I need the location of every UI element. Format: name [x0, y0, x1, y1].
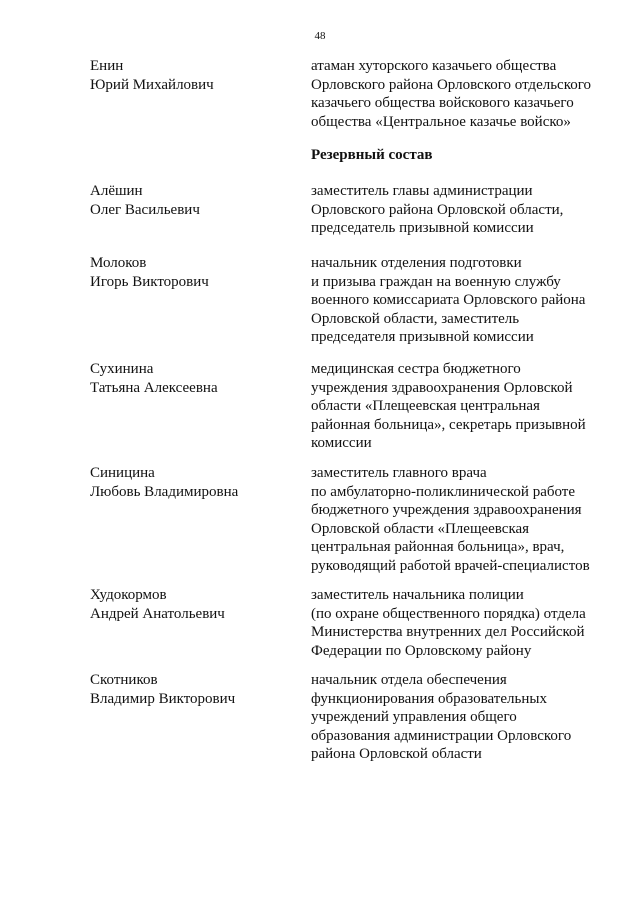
role-line: общества «Центральное казачье войско»	[311, 113, 571, 130]
role-line: области «Плещеевская центральная	[311, 398, 540, 414]
role-line: комиссии	[311, 435, 372, 451]
member-role	[311, 254, 611, 347]
role-line: учреждения здравоохранения Орловской	[311, 379, 573, 396]
section-heading-reserve: Резервный состав	[311, 147, 433, 163]
member-name	[90, 254, 290, 291]
member-given-names: Игорь Викторович	[90, 273, 209, 290]
role-line: заместитель начальника полиции	[311, 587, 524, 603]
member-given-names: Владимир Викторович	[90, 690, 236, 707]
member-role	[311, 360, 611, 453]
member-name	[90, 182, 290, 219]
member-surname: Алёшин	[90, 183, 143, 199]
role-line: по амбулаторно-поликлинической работе	[311, 483, 576, 500]
member-surname: Синицина	[90, 465, 155, 481]
role-line: центральная районная больница», врач,	[311, 539, 565, 555]
role-line: Орловской области, заместитель	[311, 310, 520, 327]
member-name	[90, 360, 290, 397]
role-line: функционирования образовательных	[311, 690, 547, 707]
role-line: Орловского района Орловского отдельского	[311, 76, 592, 93]
member-given-names: Юрий Михайлович	[90, 76, 214, 93]
member-surname: Скотников	[90, 672, 158, 688]
role-line: руководящий работой врачей-специалистов	[311, 557, 590, 574]
member-name	[90, 464, 290, 501]
member-surname: Худокормов	[90, 587, 167, 603]
role-line: Федерации по Орловскому району	[311, 642, 532, 659]
member-surname: Сухинина	[90, 361, 154, 377]
role-line: образования администрации Орловского	[311, 727, 572, 744]
role-line: военного комиссариата Орловского района	[311, 292, 586, 308]
member-name	[90, 57, 290, 94]
member-role	[311, 671, 611, 764]
member-given-names: Олег Васильевич	[90, 201, 200, 218]
role-line: председателя призывной комиссии	[311, 329, 534, 345]
role-line: начальник отделения подготовки	[311, 255, 522, 271]
member-given-names: Андрей Анатольевич	[90, 605, 225, 622]
member-given-names: Любовь Владимировна	[90, 483, 239, 500]
member-name	[90, 671, 290, 708]
member-surname: Енин	[90, 58, 124, 74]
role-line: учреждений управления общего	[311, 709, 517, 725]
role-line: Орловского района Орловской области,	[311, 201, 564, 218]
member-name	[90, 586, 290, 623]
member-role	[311, 464, 611, 575]
role-line: района Орловской области	[311, 746, 482, 762]
role-line: атаман хуторского казачьего общества	[311, 58, 557, 74]
role-line: заместитель главы администрации	[311, 183, 533, 199]
role-line: (по охране общественного порядка) отдела	[311, 605, 586, 622]
role-line: и призыва граждан на военную службу	[311, 273, 561, 290]
member-given-names: Татьяна Алексеевна	[90, 379, 218, 396]
member-surname: Молоков	[90, 255, 147, 271]
member-role	[311, 57, 611, 131]
role-line: районная больница», секретарь призывной	[311, 416, 586, 433]
role-line: медицинская сестра бюджетного	[311, 361, 521, 377]
page-number: 48	[314, 30, 326, 42]
role-line: бюджетного учреждения здравоохранения	[311, 502, 582, 518]
member-role	[311, 182, 611, 238]
role-line: начальник отдела обеспечения	[311, 672, 507, 688]
role-line: заместитель главного врача	[311, 465, 487, 481]
role-line: Орловской области «Плещеевская	[311, 520, 530, 537]
role-line: казачьего общества войскового казачьего	[311, 95, 574, 111]
member-role	[311, 586, 611, 660]
role-line: Министерства внутренних дел Российской	[311, 624, 585, 640]
role-line: председатель призывной комиссии	[311, 220, 534, 236]
